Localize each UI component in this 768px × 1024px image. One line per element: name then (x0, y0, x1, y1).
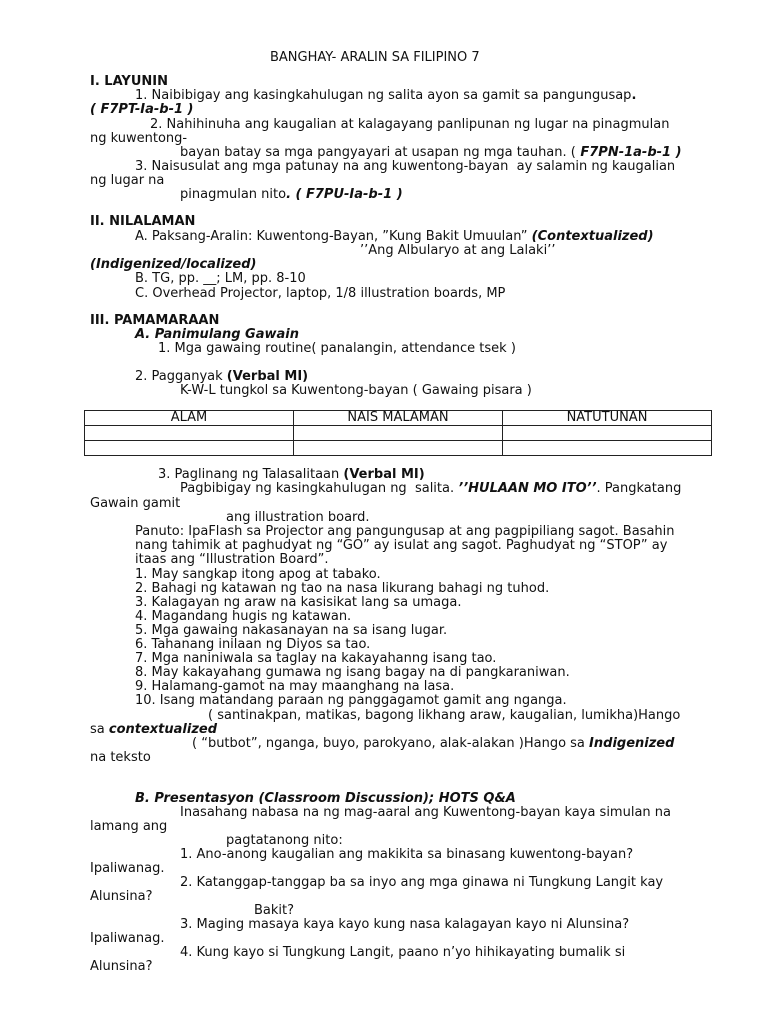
kwl-header-natutunan: NATUTUNAN (503, 411, 712, 426)
kwl-row (85, 426, 712, 441)
panimulang-item-2: 2. Pagganyak (Verbal MI) (135, 369, 309, 384)
talasalitaan-description-2: Gawain gamit (90, 496, 181, 511)
question-2: 2. Katanggap-tanggap ba sa inyo ang mga ginawa ni Tungkung Langit kay (180, 875, 664, 890)
layunin-item-1-code: ( F7PT-Ia-b-1 ) (90, 102, 194, 117)
kwl-header-alam: ALAM (85, 411, 294, 426)
vocab-item: 6. Tahanang inilaan ng Diyos sa tao. (135, 637, 371, 652)
kwl-header-row (85, 411, 712, 426)
vocab-item: 5. Mga gawaing nakasanayan na sa isang lugar. (135, 623, 448, 638)
question-4: 4. Kung kayo si Tungkung Langit, paano n’yo hihikayating bumalik si (180, 945, 626, 960)
section-pamamaraan-heading: III. PAMAMARAAN (90, 313, 220, 328)
layunin-item-3-line-1: 3. Naisusulat ang mga patunay na ang kuwentong-bayan ay salamin ng kaugalian (135, 159, 676, 174)
presentasyon-intro-1: Inasahang nabasa na ng mag-aaral ang Kuwentong-bayan kaya simulan na (180, 805, 671, 820)
vocab-item: 10. Isang matandang paraan ng panggagamot gamit ang nganga. (135, 693, 567, 708)
vocab-item: 3. Kalagayan ng araw na kasisikat lang sa umaga. (135, 595, 462, 610)
presentasyon-intro-3: pagtatanong nito: (226, 833, 343, 848)
kwl-row (85, 441, 712, 456)
kwl-header-nais-malaman: NAIS MALAMAN (294, 411, 503, 426)
layunin-item-1: 1. Naibibigay ang kasingkahulugan ng salita ayon sa gamit sa pangungusap. (135, 88, 637, 103)
vocab-item: 2. Bahagi ng katawan ng tao na nasa likurang bahagi ng tuhod. (135, 581, 550, 596)
question-1: 1. Ano-anong kaugalian ang makikita sa binasang kuwentong-bayan? (180, 847, 634, 862)
section-nilalaman-heading: II. NILALAMAN (90, 214, 196, 229)
panimulang-gawain-heading: A. Panimulang Gawain (135, 327, 299, 342)
question-3: 3. Maging masaya kaya kayo kung nasa kalagayan kayo ni Alunsina? (180, 917, 630, 932)
layunin-item-2-line-3: bayan batay sa mga pangyayari at usapan ng mga tauhan. ( F7PN-1a-b-1 ) (180, 145, 682, 160)
choices-set-1: ( santinakpan, matikas, bagong likhang araw, kaugalian, lumikha)Hango (208, 708, 681, 723)
layunin-item-2-line-2: ng kuwentong- (90, 131, 188, 146)
section-layunin-heading: I. LAYUNIN (90, 74, 168, 89)
question-1-cont: Ipaliwanag. (90, 861, 165, 876)
vocab-item: 7. Mga naniniwala sa taglay na kakayahanng isang tao. (135, 651, 497, 666)
question-3-cont: Ipaliwanag. (90, 931, 165, 946)
vocab-item: 9. Halamang-gamot na may maanghang na lasa. (135, 679, 455, 694)
panuto-line-2: nang tahimik at paghudyat ng “GO” ay isulat ang sagot. Paghudyat ng “STOP” ay (135, 538, 668, 553)
panuto-line-3: itaas ang “Illustration Board”. (135, 552, 329, 567)
kwl-table (84, 410, 712, 456)
question-2-cont-2: Bakit? (254, 903, 295, 918)
choices-set-2: ( “butbot”, nganga, buyo, parokyano, alak-alakan )Hango sa Indigenized (192, 736, 675, 751)
vocab-item: 1. May sangkap itong apog at tabako. (135, 567, 381, 582)
document-title: BANGHAY- ARALIN SA FILIPINO 7 (270, 50, 480, 65)
layunin-item-3-line-2: ng lugar na (90, 173, 165, 188)
panimulang-item-1: 1. Mga gawaing routine( panalangin, attendance tsek ) (158, 341, 516, 356)
nilalaman-story-2: ’’Ang Albularyo at ang Lalaki’’ (360, 243, 556, 258)
choices-set-1-source: sa contextualized (90, 722, 218, 737)
vocab-item: 4. Magandang hugis ng katawan. (135, 609, 352, 624)
presentasyon-intro-2: lamang ang (90, 819, 168, 834)
question-4-cont: Alunsina? (90, 959, 153, 974)
pagganyak-description: K-W-L tungkol sa Kuwentong-bayan ( Gawaing pisara ) (180, 383, 532, 398)
talasalitaan-description-1: Pagbibigay ng kasingkahulugan ng salita. ’’HULAAN MO ITO’’. Pangkatang (180, 481, 682, 496)
vocab-item: 8. May kakayahang gumawa ng isang bagay na di pangkaraniwan. (135, 665, 570, 680)
nilalaman-item-b: B. TG, pp. __; LM, pp. 8-10 (135, 271, 306, 286)
layunin-item-3-line-3: pinagmulan nito. ( F7PU-Ia-b-1 ) (180, 187, 403, 202)
nilalaman-story-2-tag: (Indigenized/localized) (90, 257, 257, 272)
question-2-cont: Alunsina? (90, 889, 153, 904)
talasalitaan-description-3: ang illustration board. (226, 510, 370, 525)
layunin-item-2-line-1: 2. Nahihinuha ang kaugalian at kalagayang panlipunan ng lugar na pinagmulan (150, 117, 670, 132)
nilalaman-item-c: C. Overhead Projector, laptop, 1/8 illustration boards, MP (135, 286, 506, 301)
presentasyon-heading: B. Presentasyon (Classroom Discussion); HOTS Q&A (135, 791, 516, 806)
panimulang-item-3: 3. Paglinang ng Talasalitaan (Verbal MI) (158, 467, 425, 482)
choices-set-2-source: na teksto (90, 750, 151, 765)
panuto-line-1: Panuto: IpaFlash sa Projector ang pangungusap at ang pagpipiliang sagot. Basahin (135, 524, 675, 539)
nilalaman-item-a: A. Paksang-Aralin: Kuwentong-Bayan, ”Kung Bakit Umuulan” (Contextualized) (135, 229, 654, 244)
